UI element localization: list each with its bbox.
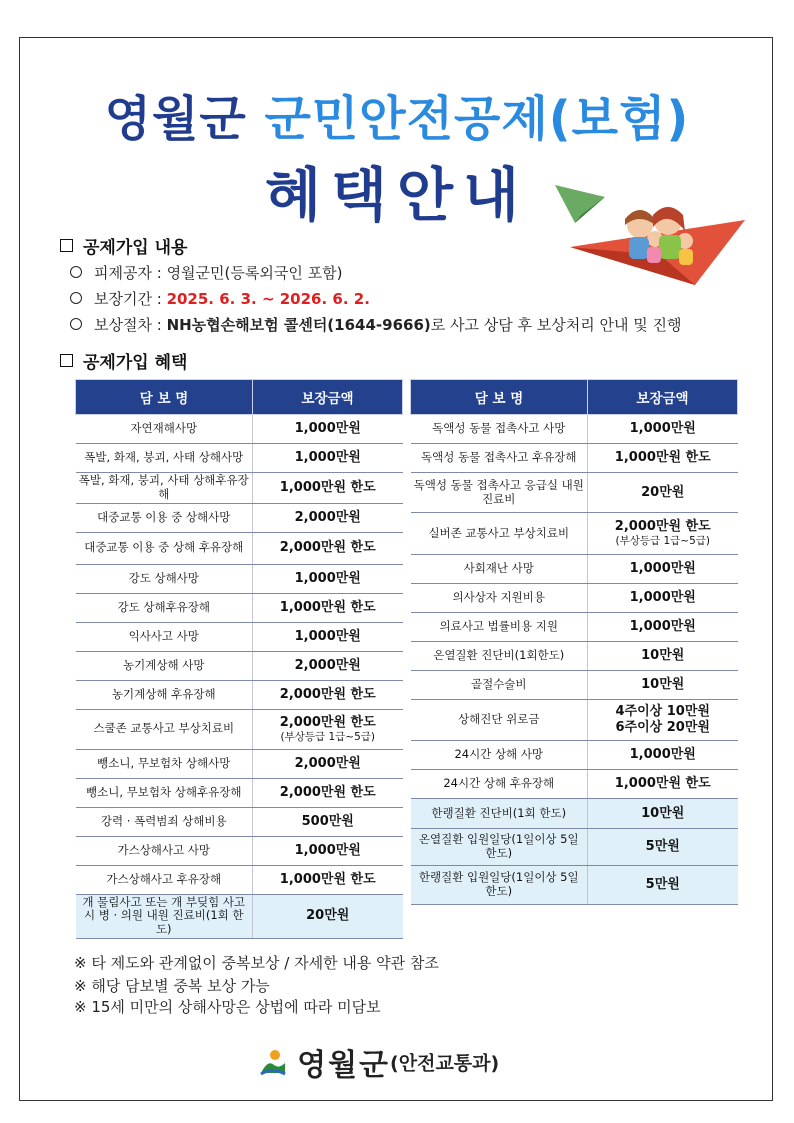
column-header-name: 담 보 명 [76,380,253,415]
coverage-amount [253,622,403,651]
amount-value: 1,000만원 한도 [279,599,376,615]
coverage-amount [253,651,403,680]
amount-value: 1,000만원 [294,628,361,644]
coverage-name: 독액성 동물 접촉사고 후유장해 [411,444,588,473]
info-label: 보장기간 : [94,290,167,308]
amount-value: 1,000만원 [629,619,696,635]
coverage-name: 스쿨존 교통사고 부상치료비 [76,709,253,749]
coverage-name: 뺑소니, 무보험차 상해사망 [76,749,253,778]
coverage-name: 의료사고 법률비용 지원 [411,613,588,642]
amount-value: 2,000만원 [294,755,361,771]
coverage-name: 온열질환 진단비(1회한도) [411,642,588,671]
coverage-name: 농기계상해 사망 [76,651,253,680]
amount-value: 20만원 [641,484,685,500]
coverage-name: 개 물림사고 또는 개 부딪힘 사고 시 병 · 의원 내원 진료비(1회 한도) [76,894,253,938]
info-value-callcenter: NH농협손해보험 콜센터(1644-9666) [166,316,431,334]
info-label: 보상절차 : [94,316,167,334]
table-row [411,584,738,613]
coverage-name: 사회재난 사망 [411,555,588,584]
column-header-amount: 보장금액 [588,380,738,415]
coverage-amount [253,532,403,564]
coverage-name: 24시간 상해 후유장해 [411,770,588,799]
table-row [76,444,403,473]
amount-value-2: 6주이상 20만원 [615,720,710,735]
coverage-amount [253,778,403,807]
coverage-amount [588,613,738,642]
section-heading-benefits [60,348,187,373]
coverage-amount [253,593,403,622]
amount-value: 20만원 [306,908,350,924]
benefits-table-left [75,379,403,939]
coverage-name: 한랭질환 진단비(1회 한도) [411,799,588,829]
yeongwol-logo-icon [258,1047,288,1077]
coverage-amount [588,700,738,741]
section-heading-text: 공제가입 내용 [83,238,188,258]
amount-value: 4주이상 10만원 [615,704,710,720]
coverage-amount [588,829,738,866]
amount-value: 2,000만원 한도 [279,715,376,730]
table-row [76,807,403,836]
square-bullet-icon [60,239,73,252]
coverage-name: 의사상자 지원비용 [411,584,588,613]
coverage-amount [253,564,403,593]
coverage-name: 독액성 동물 접촉사고 응급실 내원 진료비 [411,473,588,513]
coverage-name: 대중교통 이용 중 상해사망 [76,503,253,532]
coverage-amount [588,642,738,671]
amount-value: 10만원 [641,677,685,693]
table-row [76,709,403,749]
table-row [76,532,403,564]
coverage-name: 강도 상해후유장해 [76,593,253,622]
table-row [411,799,738,829]
circle-bullet-icon [70,292,82,304]
table-row [411,700,738,741]
table-row [411,613,738,642]
amount-value: 10만원 [641,805,685,821]
coverage-name: 독액성 동물 접촉사고 사망 [411,415,588,444]
coverage-name: 실버존 교통사고 부상치료비 [411,513,588,555]
table-row [76,564,403,593]
benefits-table-right [410,379,738,905]
column-header-amount: 보장금액 [253,380,403,415]
amount-value: 1,000만원 한도 [614,450,711,466]
info-value-period: 2025. 6. 3. ~ 2026. 6. 2. [166,290,370,308]
info-line-period [70,288,370,309]
section-heading-contents [60,233,187,258]
coverage-name: 대중교통 이용 중 상해 후유장해 [76,532,253,564]
coverage-amount [588,415,738,444]
amount-value: 1,000만원 [294,450,361,466]
coverage-name: 농기계상해 후유장해 [76,680,253,709]
coverage-name: 강력 · 폭력범죄 상해비용 [76,807,253,836]
coverage-name: 한랭질환 입원일당(1일이상 5일한도) [411,866,588,905]
table-row [411,473,738,513]
coverage-amount [253,680,403,709]
amount-value: 10만원 [641,648,685,664]
coverage-amount [588,671,738,700]
table-row [411,513,738,555]
coverage-name: 가스상해사고 후유장해 [76,865,253,894]
coverage-amount [253,894,403,938]
coverage-name: 상해진단 위로금 [411,700,588,741]
amount-value: 1,000만원 [629,590,696,606]
table-row [411,770,738,799]
table-row [76,473,403,504]
table-row [411,866,738,905]
amount-value: 2,000만원 [294,657,361,673]
table-row [411,642,738,671]
info-value: 영월군민(등록외국인 포함) [166,264,343,282]
info-label: 피제공자 : [94,264,167,282]
coverage-name: 가스상해사고 사망 [76,836,253,865]
coverage-amount [253,473,403,504]
amount-value: 1,000만원 한도 [614,776,711,792]
coverage-name: 강도 상해사망 [76,564,253,593]
page-subtitle: 혜택안내 [264,161,530,229]
info-line-recipient [70,262,342,283]
footer-name: 영월군 [297,1048,391,1083]
amount-value: 1,000만원 [629,747,696,763]
table-row [76,778,403,807]
amount-value: 2,000만원 한도 [279,540,376,556]
coverage-amount [588,584,738,613]
table-row [411,741,738,770]
info-value-rest: 로 사고 상담 후 보상처리 안내 및 진행 [430,316,682,334]
note-3: ※ 15세 미만의 상해사망은 상법에 따라 미담보 [74,998,381,1016]
coverage-amount [253,807,403,836]
coverage-amount [588,770,738,799]
coverage-amount [588,444,738,473]
page-title [0,80,794,149]
amount-value: 1,000만원 [629,561,696,577]
coverage-amount [588,866,738,905]
coverage-amount [253,503,403,532]
amount-value: 1,000만원 한도 [279,871,376,887]
amount-value: 500만원 [301,813,354,829]
title-part-insurance: 군민안전공제(보험) [264,91,690,147]
coverage-name: 폭발, 화재, 붕괴, 사태 상해후유장해 [76,473,253,504]
coverage-amount [588,555,738,584]
table-row [76,836,403,865]
coverage-name: 폭발, 화재, 붕괴, 사태 상해사망 [76,444,253,473]
column-header-name: 담 보 명 [411,380,588,415]
coverage-amount [588,741,738,770]
coverage-amount [253,836,403,865]
amount-value: 5만원 [645,839,680,855]
amount-note: (부상등급 1급~5급) [615,535,711,547]
note-1: ※ 타 제도와 관계없이 중복보상 / 자세한 내용 약관 참조 [74,954,439,972]
footer-logo [258,1040,499,1084]
amount-value: 1,000만원 [629,421,696,437]
coverage-name: 골절수술비 [411,671,588,700]
coverage-amount [253,444,403,473]
table-row [76,680,403,709]
square-bullet-icon [60,354,73,367]
table-row [76,865,403,894]
coverage-name: 24시간 상해 사망 [411,741,588,770]
amount-value: 2,000만원 한도 [614,519,711,535]
circle-bullet-icon [70,266,82,278]
table-row [76,415,403,444]
note-2: ※ 해당 담보별 중복 보상 가능 [74,977,270,995]
coverage-name: 뺑소니, 무보험차 상해후유장해 [76,778,253,807]
coverage-name: 자연재해사망 [76,415,253,444]
table-row [411,829,738,866]
amount-value: 1,000만원 [294,421,361,437]
table-row [76,651,403,680]
amount-value: 2,000만원 한도 [279,686,376,702]
amount-note: (부상등급 1급~5급) [280,730,376,743]
section-heading-text: 공제가입 혜택 [83,353,188,373]
amount-value: 1,000만원 [294,570,361,586]
table-row [76,503,403,532]
amount-value: 2,000만원 [294,509,361,525]
table-row [411,444,738,473]
table-row [411,671,738,700]
table-row [76,593,403,622]
amount-value: 5만원 [645,877,680,893]
table-row [76,749,403,778]
amount-value: 1,000만원 한도 [279,480,376,495]
table-row [411,555,738,584]
circle-bullet-icon [70,318,82,330]
coverage-amount [253,415,403,444]
title-part-region: 영월군 [104,91,265,147]
coverage-amount [588,799,738,829]
info-line-procedure [70,314,681,335]
amount-value: 1,000만원 [294,842,361,858]
table-row [411,415,738,444]
table-row [76,894,403,938]
coverage-amount [588,473,738,513]
table-row [76,622,403,651]
coverage-amount [588,513,738,555]
coverage-amount [253,709,403,749]
coverage-amount [253,749,403,778]
paper-plane-family-illustration [545,175,755,295]
amount-value: 2,000만원 한도 [279,784,376,800]
coverage-name: 온열질환 입원일당(1일이상 5일한도) [411,829,588,866]
coverage-name: 익사사고 사망 [76,622,253,651]
coverage-amount [253,865,403,894]
footer-dept: (안전교통과) [390,1052,500,1075]
